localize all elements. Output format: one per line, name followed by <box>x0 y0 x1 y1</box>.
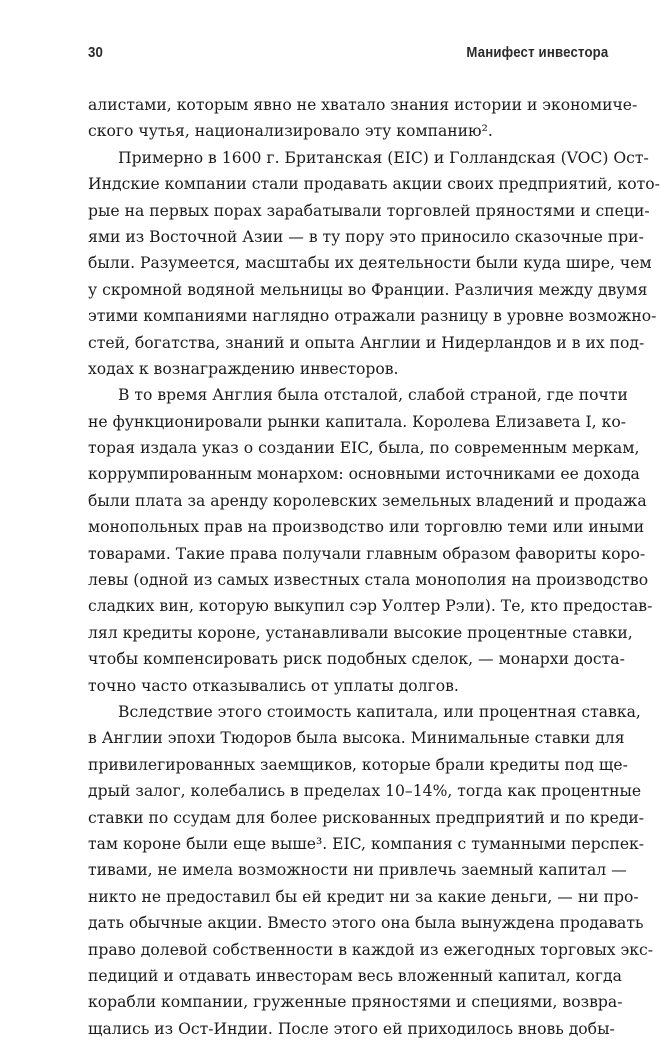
page-number: 30 <box>88 44 104 61</box>
text-line: точно часто отказывались от уплаты долгов. <box>88 676 459 695</box>
text-line: левы (одной из самых известных стала монополия на производство <box>88 571 649 590</box>
text-line: ями из Восточной Азии — в ту пору это приносило сказочные при- <box>88 227 644 246</box>
text-line: тивами, не имела возможности ни привлечь заемный капитал — <box>88 861 627 880</box>
text-line: Вследствие этого стоимость капитала, или процентная ставка, <box>118 702 641 721</box>
text-line: были плата за аренду королевских земельных владений и продажа <box>88 491 647 510</box>
text-line: этими компаниями наглядно отражали разницу в уровне возможно- <box>88 307 657 326</box>
text-line: в Англии эпохи Тюдоров была высока. Минимальные ставки для <box>88 729 625 748</box>
paragraph <box>88 145 660 383</box>
paragraph <box>88 382 653 699</box>
text-line: лял кредиты короне, устанавливали высокие процентные ставки, <box>88 623 633 642</box>
text-line: ского чутья, национализировало эту компанию². <box>88 122 493 141</box>
paragraph <box>88 92 638 145</box>
text-line: ходах к вознаграждению инвесторов. <box>88 359 399 378</box>
paragraph <box>88 699 654 1042</box>
text-line: у скромной водяной мельницы во Франции. Различия между двумя <box>88 280 648 299</box>
text-line: чтобы компенсировать риск подобных сделок, — монархи доста- <box>88 650 625 669</box>
text-line: щались из Ост-Индии. После этого ей приходилось вновь добы- <box>88 1019 615 1038</box>
text-line: стей, богатства, знаний и опыта Англии и Нидерландов и в их под- <box>88 333 645 352</box>
text-line: торая издала указ о создании EIC, была, по современным меркам, <box>88 439 640 458</box>
text-line: рые на первых порах зарабатывали торговлей пряностями и специ- <box>88 201 650 220</box>
text-line: дрый залог, колебались в пределах 10–14%, тогда как процентные <box>88 782 642 801</box>
text-line: Примерно в 1600 г. Британская (EIC) и Голландская (VOC) Ост- <box>118 148 649 167</box>
text-line: никто не предоставил бы ей кредит ни за какие деньги, — ни про- <box>88 887 639 906</box>
text-line: В то время Англия была отсталой, слабой страной, где почти <box>118 386 628 405</box>
text-line: монопольных прав на производство или торговлю теми или иными <box>88 518 645 537</box>
text-line: Индские компании стали продавать акции своих предприятий, кото- <box>88 175 660 194</box>
text-line: были. Разумеется, масштабы их деятельности были куда шире, чем <box>88 254 652 273</box>
text-line: дать обычные акции. Вместо этого она была вынуждена продавать <box>88 914 644 933</box>
text-line: алистами, которым явно не хватало знания истории и экономиче- <box>88 96 638 114</box>
running-title: Манифест инвестора <box>465 44 608 61</box>
running-header <box>88 44 608 61</box>
text-line: право долевой собственности в каждой из ежегодных торговых экс- <box>88 940 654 959</box>
text-line: корабли компании, груженные пряностями и специями, возвра- <box>88 993 623 1012</box>
text-line: там короне были еще выше³. EIC, компания с туманными перспек- <box>88 834 645 853</box>
text-line: сладких вин, которую выкупил сэр Уолтер Рэли). Те, кто предостав- <box>88 597 653 616</box>
text-line: привилегированных заемщиков, которые брали кредиты под ще- <box>88 755 628 774</box>
text-line: товарами. Такие права получали главным образом фавориты коро- <box>88 544 646 563</box>
body-text <box>88 92 660 1042</box>
text-line: педиций и отдавать инвесторам весь вложенный капитал, когда <box>88 966 622 985</box>
text-line: не функционировали рынки капитала. Королева Елизавета I, ко- <box>88 412 626 431</box>
text-line: коррумпированным монархом: основными источниками ее дохода <box>88 465 640 484</box>
text-line: ставки по ссудам для более рискованных предприятий и по креди- <box>88 808 645 827</box>
